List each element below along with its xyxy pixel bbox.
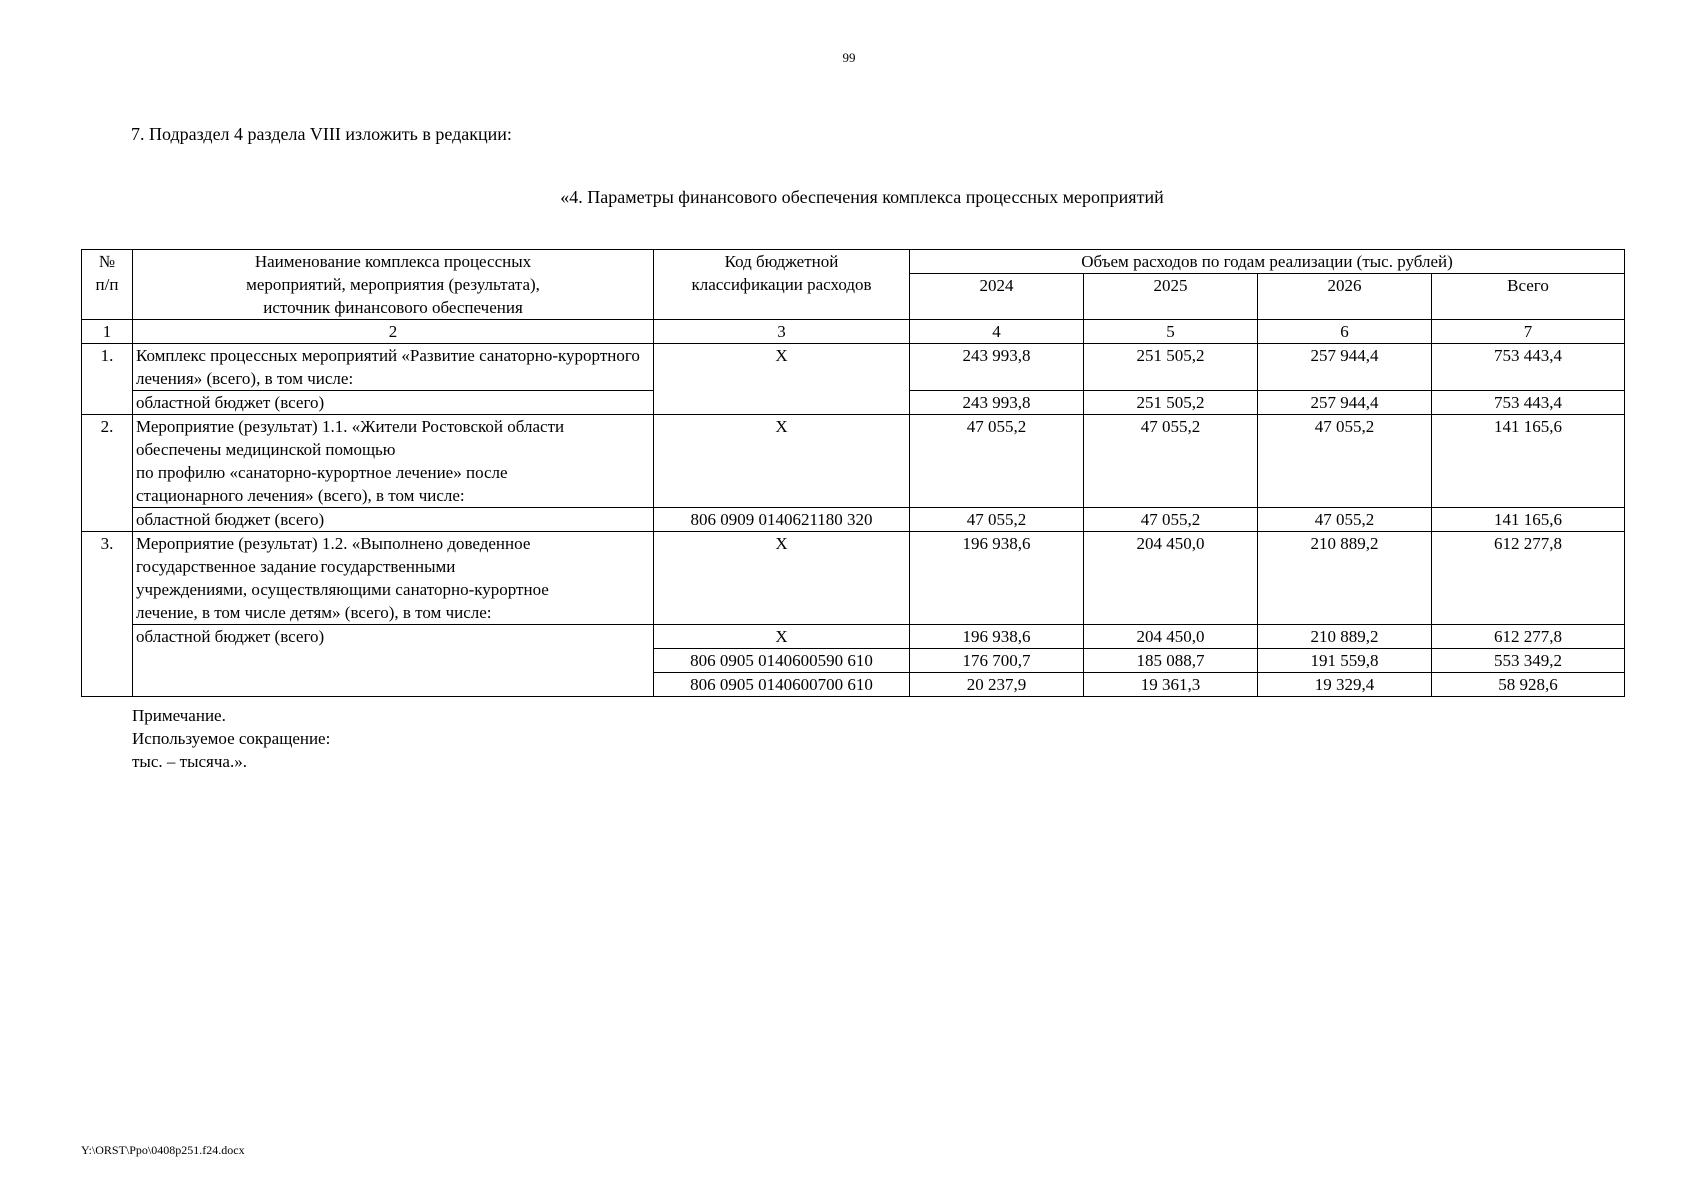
table-row [82, 415, 1625, 508]
header-year-2026: 2026 [1258, 274, 1432, 320]
row-code: 806 0905 0140600590 610 [654, 649, 910, 673]
file-path-footer: Y:\ORST\Ppo\0408p251.f24.docx [81, 1143, 245, 1157]
column-number: 4 [910, 320, 1084, 344]
column-number-row [82, 320, 1625, 344]
row-value-total: 141 165,6 [1432, 508, 1625, 532]
row-value-2024: 243 993,8 [910, 344, 1084, 391]
row-name: областной бюджет (всего) [133, 508, 654, 532]
page-number: 99 [842, 50, 856, 65]
row-code: Х [654, 532, 910, 625]
row-value-2026: 210 889,2 [1258, 532, 1432, 625]
header-year-2025: 2025 [1084, 274, 1258, 320]
header-code: Код бюджетной классификации расходов [654, 250, 910, 320]
financial-table [81, 249, 1625, 697]
row-value-2024: 176 700,7 [910, 649, 1084, 673]
column-number: 1 [82, 320, 133, 344]
row-value-2026: 191 559,8 [1258, 649, 1432, 673]
row-value-2026: 257 944,4 [1258, 344, 1432, 391]
row-num: 1. [82, 344, 133, 415]
table-row [82, 625, 1625, 649]
section-title: «4. Параметры финансового обеспечения комплекса процессных мероприятий [560, 187, 1164, 207]
row-value-2026: 210 889,2 [1258, 625, 1432, 649]
column-number: 6 [1258, 320, 1432, 344]
row-name: Комплекс процессных мероприятий «Развитие санаторно-курортного лечения» (всего), в том числе: [133, 344, 654, 391]
header-volume: Объем расходов по годам реализации (тыс. рублей) [910, 250, 1625, 274]
row-value-2024: 47 055,2 [910, 508, 1084, 532]
header-row-1 [82, 250, 1625, 274]
row-value-2025: 251 505,2 [1084, 344, 1258, 391]
header-total: Всего [1432, 274, 1625, 320]
note-heading: Примечание. [132, 706, 226, 725]
row-value-2026: 47 055,2 [1258, 508, 1432, 532]
intro-paragraph: 7. Подраздел 4 раздела VIII изложить в редакции: [131, 124, 512, 144]
notes [132, 704, 330, 773]
row-value-2024: 47 055,2 [910, 415, 1084, 508]
column-number: 2 [133, 320, 654, 344]
row-code: Х [654, 625, 910, 649]
table-row [82, 508, 1625, 532]
row-code: Х [654, 344, 910, 415]
row-value-2025: 204 450,0 [1084, 532, 1258, 625]
row-value-total: 141 165,6 [1432, 415, 1625, 508]
header-year-2024: 2024 [910, 274, 1084, 320]
row-num: 3. [82, 532, 133, 697]
row-value-2024: 243 993,8 [910, 391, 1084, 415]
note-abbreviation: тыс. – тысяча.». [132, 752, 247, 771]
row-value-2024: 196 938,6 [910, 625, 1084, 649]
row-value-2026: 47 055,2 [1258, 415, 1432, 508]
note-abbreviation-label: Используемое сокращение: [132, 729, 331, 748]
row-value-2025: 19 361,3 [1084, 673, 1258, 697]
row-name: Мероприятие (результат) 1.2. «Выполнено доведенное государственное задание государственными учреждениями, осуществляющими санаторно-курортное лечение, в том числе детям» (всего), в том числе: [133, 532, 654, 625]
header-name: Наименование комплекса процессных мероприятий, мероприятия (результата), источник финансового обеспечения [133, 250, 654, 320]
row-value-2025: 185 088,7 [1084, 649, 1258, 673]
table-row [82, 344, 1625, 391]
row-name: областной бюджет (всего) [133, 391, 654, 415]
column-number: 3 [654, 320, 910, 344]
row-value-2026: 257 944,4 [1258, 391, 1432, 415]
row-code: 806 0909 0140621180 320 [654, 508, 910, 532]
header-num: № п/п [82, 250, 133, 320]
row-value-total: 553 349,2 [1432, 649, 1625, 673]
row-num: 2. [82, 415, 133, 532]
row-name: Мероприятие (результат) 1.1. «Жители Ростовской области обеспечены медицинской помощью по профилю «санаторно-курортное лечение» после стационарного лечения» (всего), в том числе: [133, 415, 654, 508]
row-value-2026: 19 329,4 [1258, 673, 1432, 697]
row-value-2025: 47 055,2 [1084, 415, 1258, 508]
row-value-2024: 20 237,9 [910, 673, 1084, 697]
row-value-2024: 196 938,6 [910, 532, 1084, 625]
row-value-total: 753 443,4 [1432, 344, 1625, 391]
column-number: 5 [1084, 320, 1258, 344]
row-name: областной бюджет (всего) [133, 625, 654, 697]
row-value-2025: 204 450,0 [1084, 625, 1258, 649]
row-value-total: 58 928,6 [1432, 673, 1625, 697]
row-value-total: 612 277,8 [1432, 532, 1625, 625]
row-code: 806 0905 0140600700 610 [654, 673, 910, 697]
row-value-2025: 251 505,2 [1084, 391, 1258, 415]
row-value-total: 612 277,8 [1432, 625, 1625, 649]
row-code: Х [654, 415, 910, 508]
row-value-total: 753 443,4 [1432, 391, 1625, 415]
table-row [82, 532, 1625, 625]
row-value-2025: 47 055,2 [1084, 508, 1258, 532]
column-number: 7 [1432, 320, 1625, 344]
